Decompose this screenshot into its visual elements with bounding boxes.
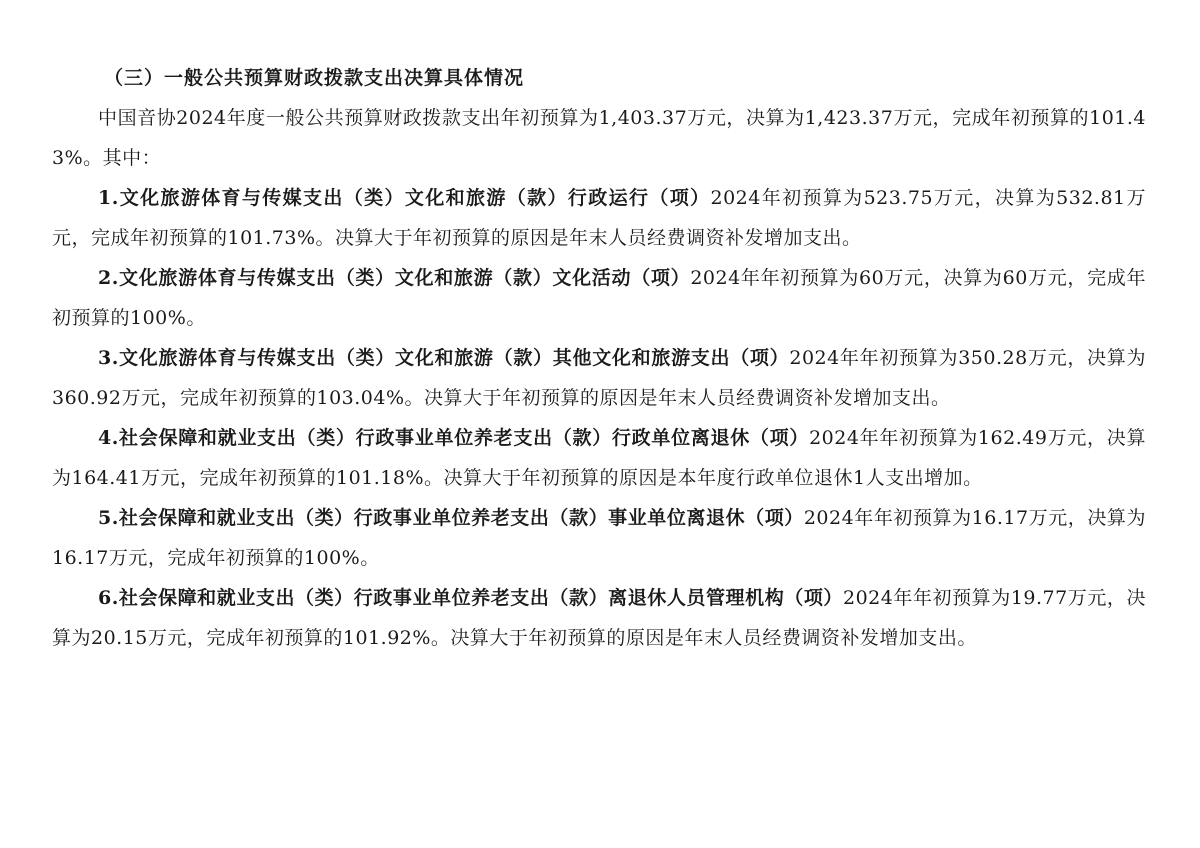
item-text: 2024年年初预算为16.17万元，决算为16.17万元，完成年初预算的100%。 (52, 507, 1146, 569)
item-text: 2024年年初预算为60万元，决算为60万元，完成年初预算的100%。 (52, 267, 1146, 329)
item-paragraph (52, 258, 1146, 338)
item-paragraph (52, 578, 1146, 658)
item-text: 2024年年初预算为19.77万元，决算为20.15万元，完成年初预算的101.92%。决算大于年初预算的原因是年末人员经费调资补发增加支出。 (52, 587, 1146, 649)
item-paragraph (52, 418, 1146, 498)
item-text: 2024年年初预算为350.28万元，决算为360.92万元，完成年初预算的103.04%。决算大于年初预算的原因是年末人员经费调资补发增加支出。 (52, 347, 1146, 409)
item-label: 6.社会保障和就业支出（类）行政事业单位养老支出（款）离退休人员管理机构（项） (98, 587, 843, 609)
item-paragraph (52, 498, 1146, 578)
item-paragraph (52, 178, 1146, 258)
item-label: 5.社会保障和就业支出（类）行政事业单位养老支出（款）事业单位离退休（项） (98, 507, 804, 529)
item-label: 4.社会保障和就业支出（类）行政事业单位养老支出（款）行政单位离退休（项） (98, 427, 810, 449)
item-text: 2024年年初预算为162.49万元，决算为164.41万元，完成年初预算的101.18%。决算大于年初预算的原因是本年度行政单位退休1人支出增加。 (52, 427, 1146, 489)
item-label: 3.文化旅游体育与传媒支出（类）文化和旅游（款）其他文化和旅游支出（项） (98, 347, 790, 369)
item-label: 2.文化旅游体育与传媒支出（类）文化和旅游（款）文化活动（项） (98, 267, 691, 289)
item-paragraph (52, 338, 1146, 418)
item-text: 2024年初预算为523.75万元，决算为532.81万元，完成年初预算的101.73%。决算大于年初预算的原因是年末人员经费调资补发增加支出。 (52, 187, 1146, 249)
intro-paragraph: 中国音协2024年度一般公共预算财政拨款支出年初预算为1,403.37万元，决算为1,423.37万元，完成年初预算的101.43%。其中： (52, 107, 1146, 169)
section-heading: （三）一般公共预算财政拨款支出决算具体情况 (104, 67, 525, 89)
item-label: 1.文化旅游体育与传媒支出（类）文化和旅游（款）行政运行（项） (98, 187, 711, 209)
